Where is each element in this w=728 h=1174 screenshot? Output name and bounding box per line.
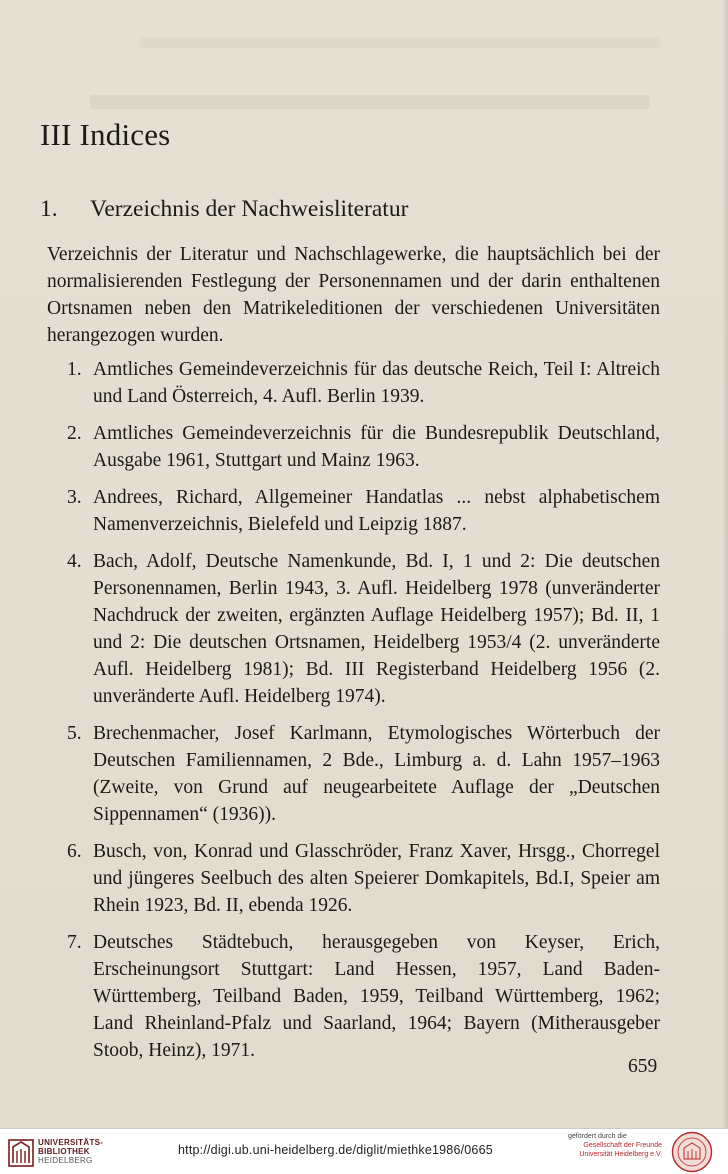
reference-number: 6. bbox=[67, 841, 82, 862]
library-city: HEIDELBERG bbox=[38, 1156, 93, 1165]
reference-number: 4. bbox=[67, 551, 82, 572]
reference-number: 2. bbox=[67, 423, 82, 444]
section-title: III Indices bbox=[40, 117, 171, 152]
library-name[interactable] bbox=[38, 1138, 103, 1165]
reference-item bbox=[0, 548, 660, 710]
reference-item bbox=[0, 420, 660, 474]
intro-paragraph: Verzeichnis der Literatur und Nachschlagewerke, die hauptsächlich bei der normalisierenden Festlegung der Personennamen und der darin enthaltenen Ortsnamen neben den Matrikeleditionen der verschiedenen Universitäten herangezogen wurden. bbox=[47, 244, 660, 346]
digitization-footer bbox=[0, 1128, 728, 1174]
reference-item bbox=[0, 838, 660, 919]
funded-label: gefördert durch die bbox=[568, 1133, 627, 1140]
reference-list bbox=[0, 356, 728, 1074]
reference-text: Brechenmacher, Josef Karlmann, Etymologisches Wörterbuch der Deutschen Familiennamen, 2 Bde., Limburg a. d. Lahn 1957–1963 (Zweite, von Grund auf neugearbeitete Auflage der „Deutschen Sippennamen“ (1936)). bbox=[93, 723, 660, 825]
library-logo-icon[interactable] bbox=[8, 1137, 34, 1167]
university-seal-icon bbox=[671, 1131, 713, 1173]
funder-name-line: Universität Heidelberg e.V. bbox=[579, 1151, 662, 1158]
chapter-number: 1. bbox=[40, 196, 58, 222]
reference-item bbox=[0, 356, 660, 410]
reference-number: 3. bbox=[67, 487, 82, 508]
bleed-through bbox=[140, 38, 660, 48]
reference-item bbox=[0, 484, 660, 538]
reference-text: Andrees, Richard, Allgemeiner Handatlas ... nebst alphabetischem Namenverzeichnis, Bielefeld und Leipzig 1887. bbox=[93, 487, 660, 535]
library-name-line: UNIVERSITÄTS- bbox=[38, 1138, 104, 1147]
chapter-heading bbox=[40, 196, 408, 223]
reference-number: 7. bbox=[67, 932, 82, 953]
reference-number: 5. bbox=[67, 723, 82, 744]
reference-text: Busch, von, Konrad und Glasschröder, Franz Xaver, Hrsgg., Chorregel und jüngeres Seelbuch des alten Speierer Domkapitels, Bd.I, Speier am Rhein 1923, Bd. II, ebenda 1926. bbox=[93, 841, 660, 916]
permalink-url[interactable]: http://digi.ub.uni-heidelberg.de/diglit/miethke1986/0665 bbox=[178, 1143, 493, 1157]
library-name-line: BIBLIOTHEK bbox=[38, 1147, 90, 1156]
reference-item bbox=[0, 720, 660, 828]
page-number: 659 bbox=[628, 1056, 658, 1077]
reference-item bbox=[0, 929, 660, 1064]
funder-credit[interactable] bbox=[562, 1132, 662, 1159]
funder-name-line: Gesellschaft der Freunde bbox=[583, 1142, 662, 1149]
reference-number: 1. bbox=[67, 359, 82, 380]
bleed-through bbox=[90, 95, 650, 109]
funder-name bbox=[562, 1141, 662, 1159]
reference-text: Bach, Adolf, Deutsche Namenkunde, Bd. I, 1 und 2: Die deutschen Personennamen, Berlin 1943, 3. Aufl. Heidelberg 1978 (unveränderter Nachdruck der zweiten, ergänzten Auflage Heidelberg 1957); Bd. II, 1 und 2: Die deutschen Ortsnamen, Heidelberg 1953/4 (2. unveränderte Aufl. Heidelberg 1981); Bd. III Registerband Heidelberg 1956 (2. unveränderte Aufl. Heidelberg 1974). bbox=[93, 551, 660, 707]
reference-text: Amtliches Gemeindeverzeichnis für das deutsche Reich, Teil I: Altreich und Land Österreich, 4. Aufl. Berlin 1939. bbox=[93, 359, 660, 407]
reference-text: Amtliches Gemeindeverzeichnis für die Bundesrepublik Deutschland, Ausgabe 1961, Stuttgart und Mainz 1963. bbox=[93, 423, 660, 471]
chapter-title: Verzeichnis der Nachweisliteratur bbox=[90, 196, 409, 222]
reference-text: Deutsches Städtebuch, herausgegeben von Keyser, Erich, Erscheinungsort Stuttgart: Land Hessen, 1957, Land Baden-Württemberg, Teilband Baden, 1959, Teilband Württemberg, 1962; Land Rheinland-Pfalz und Saarland, 1964; Bayern (Mitherausgeber Stoob, Heinz), 1971. bbox=[93, 932, 660, 1061]
